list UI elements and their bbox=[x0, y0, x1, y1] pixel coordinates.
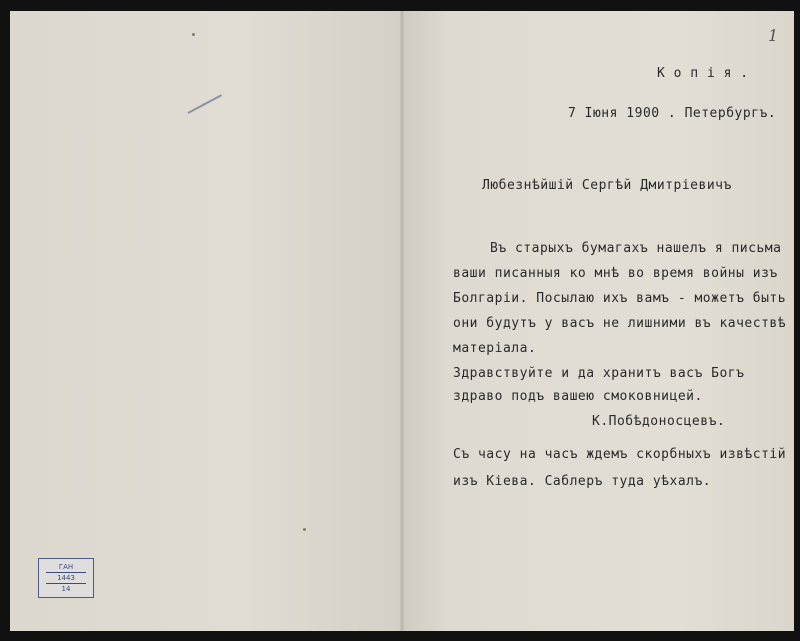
salutation: Любезнѣйшій Сергѣй Дмитріевичъ bbox=[482, 178, 732, 193]
letter-line: ваши писанныя ко мнѣ во время войны изъ bbox=[453, 266, 778, 281]
postscript-line: Съ часу на часъ ждемъ скорбныхъ извѣстій bbox=[453, 447, 787, 462]
letter-line: здраво подъ вашею смоковницей. bbox=[453, 389, 703, 404]
stamp-fond-number: 1443 bbox=[46, 573, 86, 584]
stamp-sheet-number: 14 bbox=[61, 585, 71, 593]
date-line: 7 Іюня 1900 . Петербургъ. bbox=[568, 106, 777, 121]
paper-spot bbox=[303, 528, 306, 531]
letter-line: они будутъ у васъ не лишними въ качествѣ bbox=[453, 316, 787, 331]
letter-line: Болгаріи. Посылаю ихъ вамъ - можетъ быть bbox=[453, 291, 787, 306]
postscript-line: изъ Кіева. Саблеръ туда уѣхалъ. bbox=[453, 474, 712, 489]
page-fold bbox=[400, 11, 404, 631]
stamp-archive-name: ГАН bbox=[46, 562, 86, 573]
paper-spot bbox=[192, 33, 195, 36]
letter-line: Въ старыхъ бумагахъ нашелъ я письма bbox=[490, 241, 782, 256]
copy-label: К о п і я . bbox=[657, 66, 749, 81]
letter-line: матеріала. bbox=[453, 341, 537, 356]
page-number: 1 bbox=[768, 26, 779, 45]
archive-stamp bbox=[38, 558, 94, 598]
signature: К.Побѣдоносцевъ. bbox=[592, 414, 726, 429]
letter-line: Здравствуйте и да хранитъ васъ Богъ bbox=[453, 366, 745, 381]
